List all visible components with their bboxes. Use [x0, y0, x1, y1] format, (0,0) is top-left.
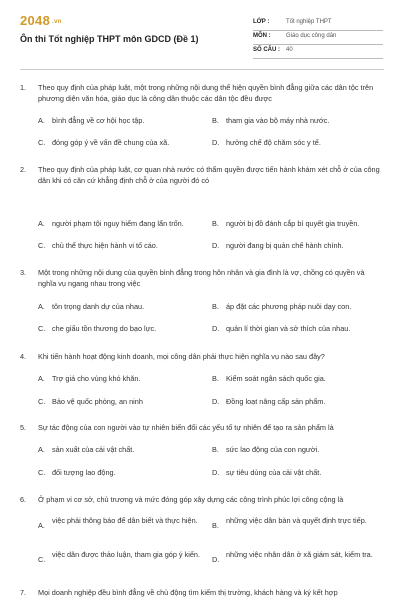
question-stem: Theo quy định của pháp luật, một trong những nội dung thể hiện quyền bình đẳng giữa các dân tộc trên phương diện văn hóa, giáo dục là công dân thuộc các dân tộc đều được — [38, 83, 374, 103]
question-7 — [20, 587, 384, 600]
option-letter: A. — [38, 302, 45, 311]
question-stem: Ở phạm vi cơ sở, chủ trương và mức đóng góp xây dựng các công trình phúc lợi công cộng là — [38, 495, 344, 504]
info-row-count — [253, 44, 383, 59]
option-text: Bảo vệ quốc phòng, an ninh — [52, 397, 143, 406]
option-text: bình đẳng về cơ hội học tập. — [52, 116, 145, 125]
info-value: 40 — [286, 47, 293, 53]
option-text: che giấu tồn thương do bạo lực. — [52, 324, 157, 333]
question-number: 1. — [20, 83, 27, 92]
option-text: đóng góp ý về vấn đề chung của xã. — [52, 138, 170, 147]
option-letter: A. — [38, 116, 45, 125]
option-letter: A. — [38, 219, 45, 228]
option-text: sự tiêu dùng của cải vật chất. — [226, 468, 322, 477]
question-stem: Mọi doanh nghiệp đều bình đẳng về chủ động tìm kiếm thị trường, khách hàng và ký kết hợp — [38, 588, 338, 597]
logo-suffix: .vn — [52, 18, 62, 25]
question-number: 4. — [20, 352, 27, 361]
option-letter: D. — [212, 241, 220, 250]
site-logo[interactable] — [20, 13, 62, 28]
option-letter: B. — [212, 374, 219, 383]
option-letter: D. — [212, 138, 220, 147]
option-text: người đang bị quản chế hành chính. — [226, 241, 344, 250]
option-letter: C. — [38, 324, 46, 333]
option-letter: C. — [38, 241, 46, 250]
option-text: Đồng loạt nâng cấp sản phẩm. — [226, 397, 326, 406]
info-row-subject — [253, 30, 383, 45]
question-stem: Một trong những nội dung của quyền bình đẳng trong hôn nhân và gia đình là vợ, chồng có quyền và nghĩa vụ ngang nhau trong việc — [38, 268, 365, 288]
option-letter: C. — [38, 397, 46, 406]
option-letter: B. — [212, 521, 219, 530]
option-text: những việc dân bàn và quyết định trực tiếp. — [226, 516, 367, 525]
question-stem: Khi tiến hành hoạt động kinh doanh, mọi công dân phải thực hiện nghĩa vụ nào sau đây? — [38, 352, 325, 361]
option-text: áp đặt các phương pháp nuôi dạy con. — [226, 302, 352, 311]
question-stem: Sự tác động của con người vào tự nhiên biến đổi các yếu tố tự nhiên để tạo ra sản phẩm là — [38, 423, 334, 432]
page-header — [0, 0, 400, 66]
question-number: 5. — [20, 423, 27, 432]
option-text: tôn trọng danh dự của nhau. — [52, 302, 145, 311]
option-letter: A. — [38, 521, 45, 530]
logo-text: 2048 — [20, 13, 51, 28]
option-text: việc dân được thảo luận, tham gia góp ý kiến. — [52, 550, 200, 559]
option-text: những việc nhân dân ở xã giám sát, kiểm tra. — [226, 550, 373, 559]
question-number: 6. — [20, 495, 27, 504]
question-number: 3. — [20, 268, 27, 277]
option-letter: A. — [38, 374, 45, 383]
option-letter: D. — [212, 324, 220, 333]
option-text: Trợ giá cho vùng khó khăn. — [52, 374, 141, 383]
option-text: người bị đồ đánh cắp bí quyết gia truyền. — [226, 219, 360, 228]
option-text: đối tượng lao động. — [52, 468, 116, 477]
option-letter: D. — [212, 397, 220, 406]
option-text: hưởng chế độ chăm sóc y tế. — [226, 138, 321, 147]
option-text: tham gia vào bộ máy nhà nước. — [226, 116, 330, 125]
option-text: chủ thể thực hiện hành vi tố cáo. — [52, 241, 158, 250]
exam-title: Ôn thi Tốt nghiệp THPT môn GDCD (Đề 1) — [20, 34, 199, 44]
info-label: LỚP : — [253, 19, 270, 25]
info-row-class — [253, 16, 383, 31]
option-letter: B. — [212, 116, 219, 125]
option-letter: B. — [212, 219, 219, 228]
question-stem: Theo quy định của pháp luật, cơ quan nhà nước có thẩm quyền được tiến hành khám xét chỗ ở của công dân khi có căn cứ khẳng định chỗ ở của người đó có — [38, 165, 380, 185]
info-value: Tốt nghiệp THPT — [286, 19, 332, 25]
option-text: người phạm tội nguy hiểm đang lẩn trốn. — [52, 219, 184, 228]
info-value: Giáo dục công dân — [286, 33, 337, 39]
option-letter: C. — [38, 138, 46, 147]
question-number: 7. — [20, 588, 27, 597]
info-label: MÔN : — [253, 33, 271, 39]
option-text: việc phải thông báo để dân biết và thực hiện. — [52, 516, 198, 525]
question-number: 2. — [20, 165, 27, 174]
option-letter: A. — [38, 445, 45, 454]
option-letter: C. — [38, 555, 46, 564]
option-letter: D. — [212, 555, 220, 564]
option-letter: B. — [212, 302, 219, 311]
option-letter: D. — [212, 468, 220, 477]
option-text: Kiểm soát ngân sách quốc gia. — [226, 374, 326, 383]
header-divider — [20, 69, 384, 70]
option-text: quản lí thời gian và sở thích của nhau. — [226, 324, 351, 333]
info-label: SỐ CÂU : — [253, 47, 280, 53]
option-text: sức lao động của con người. — [226, 445, 320, 454]
option-letter: C. — [38, 468, 46, 477]
option-text: sản xuất của cải vật chất. — [52, 445, 135, 454]
option-letter: B. — [212, 445, 219, 454]
